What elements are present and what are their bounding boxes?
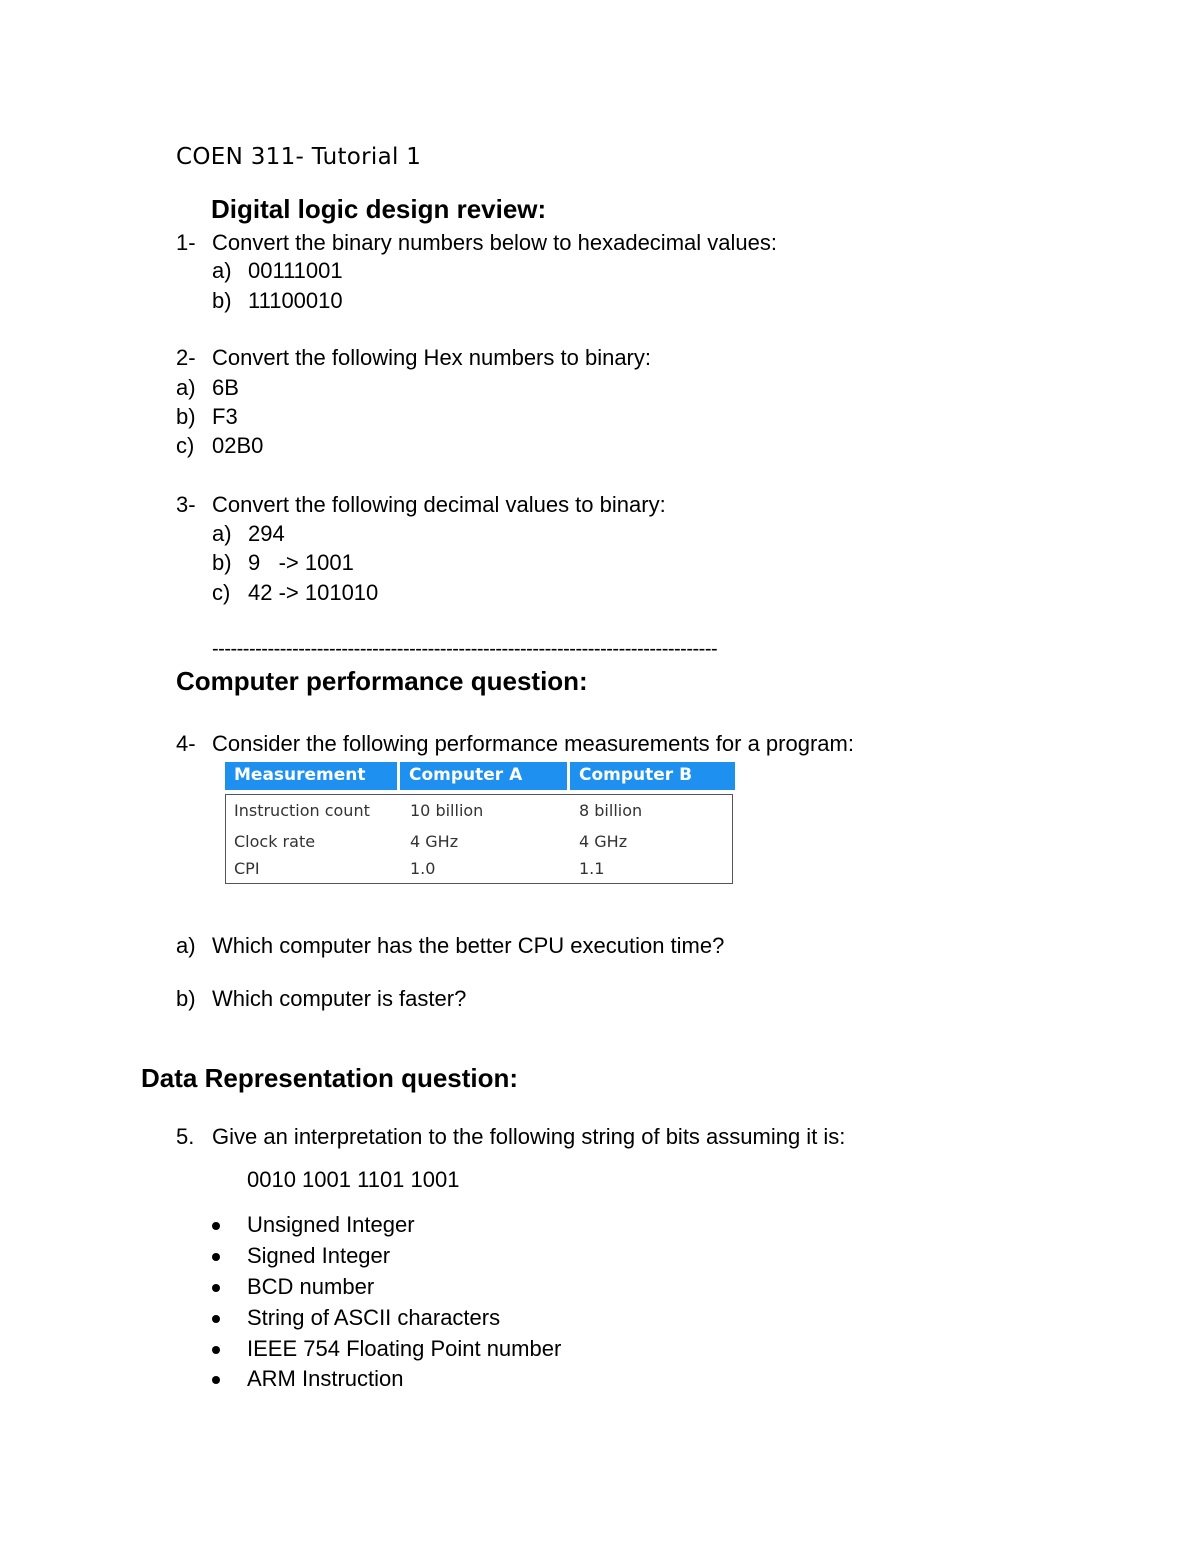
section-heading-data-representation: Data Representation question: [141, 1063, 519, 1093]
item-label: b) [176, 404, 196, 429]
item-label: a) [176, 375, 196, 400]
bullet-dot [212, 1253, 220, 1261]
performance-table-body [225, 794, 733, 884]
bullet-item: IEEE 754 Floating Point number [247, 1336, 562, 1361]
bullet-dot [212, 1222, 220, 1230]
question-text: Convert the binary numbers below to hexadecimal values: [212, 230, 777, 255]
bullet-item: BCD number [247, 1274, 375, 1299]
header-label: Computer A [409, 765, 523, 785]
header-cell-computer-b [570, 762, 735, 790]
question-text: Consider the following performance measurements for a program: [212, 731, 854, 756]
header-label: Computer B [579, 765, 693, 785]
bullet-dot [212, 1315, 220, 1323]
table-cell: 10 billion [410, 801, 484, 820]
bit-string: 0010 1001 1101 1001 [247, 1167, 460, 1192]
performance-table-header [225, 762, 735, 790]
item-text: 11100010 [248, 288, 343, 313]
item-label: a) [176, 933, 196, 958]
item-label: b) [176, 986, 196, 1011]
table-cell: 4 GHz [579, 832, 628, 851]
question-number: 1- [176, 230, 196, 255]
bullet-dot [212, 1346, 220, 1354]
question-number: 3- [176, 492, 196, 517]
table-cell: Instruction count [234, 801, 370, 820]
item-label: a) [212, 258, 232, 283]
page-title: COEN 311- Tutorial 1 [176, 144, 422, 170]
bullet-item: Signed Integer [247, 1243, 391, 1268]
question-number: 4- [176, 731, 196, 756]
item-text: 42 -> 101010 [248, 580, 379, 605]
section-heading-digital-logic: Digital logic design review: [211, 194, 547, 224]
bullet-dot [212, 1284, 220, 1292]
item-text: Which computer has the better CPU execution time? [212, 933, 725, 958]
header-label: Measurement [234, 765, 366, 785]
item-label: b) [212, 550, 232, 575]
bullet-dot [212, 1376, 220, 1384]
bullet-item: ARM Instruction [247, 1366, 404, 1391]
item-text: F3 [212, 404, 238, 429]
question-number: 5. [176, 1124, 195, 1149]
bullet-item: Unsigned Integer [247, 1212, 415, 1237]
table-cell: 8 billion [579, 801, 643, 820]
item-text: Which computer is faster? [212, 986, 467, 1011]
item-label: c) [212, 580, 231, 605]
item-text: 9 -> 1001 [248, 550, 354, 575]
question-text: Convert the following decimal values to binary: [212, 492, 666, 517]
table-cell: CPI [234, 859, 260, 878]
question-number: 2- [176, 345, 196, 370]
question-text: Convert the following Hex numbers to binary: [212, 345, 651, 370]
header-cell-computer-a [400, 762, 567, 790]
item-text: 00111001 [248, 258, 343, 283]
item-label: c) [176, 433, 195, 458]
separator-line: ---------------------------------------------------------------------------------- [212, 638, 718, 660]
item-label: b) [212, 288, 232, 313]
table-cell: 1.0 [410, 859, 436, 878]
table-cell: Clock rate [234, 832, 316, 851]
item-text: 294 [248, 521, 285, 546]
item-text: 02B0 [212, 433, 264, 458]
item-label: a) [212, 521, 232, 546]
item-text: 6B [212, 375, 239, 400]
table-cell: 4 GHz [410, 832, 459, 851]
question-text: Give an interpretation to the following string of bits assuming it is: [212, 1124, 846, 1149]
section-heading-performance: Computer performance question: [176, 666, 588, 696]
bullet-item: String of ASCII characters [247, 1305, 501, 1330]
table-cell: 1.1 [579, 859, 605, 878]
header-cell-measurement [225, 762, 397, 790]
